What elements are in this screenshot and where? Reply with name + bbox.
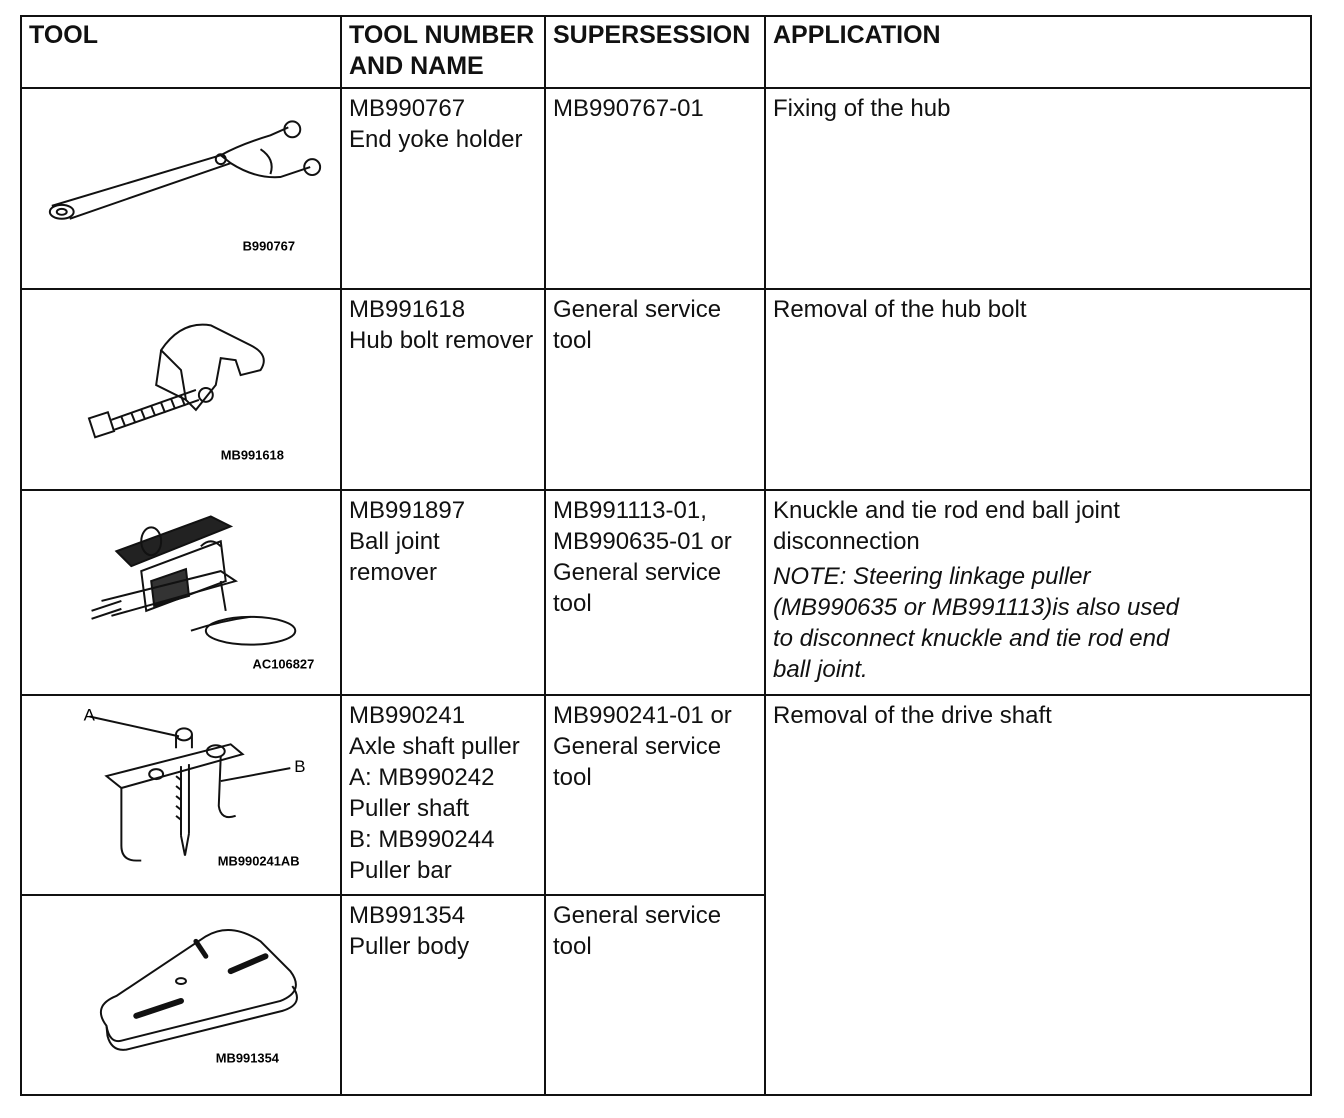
tool-name: End yoke holder (349, 126, 523, 153)
table-row (21, 490, 1311, 695)
supersession-cell (545, 490, 765, 695)
supersession-cell (545, 695, 765, 895)
tool-number-name (341, 895, 545, 1095)
hub-bolt-remover-illustration (22, 290, 340, 481)
application-text: Removal of the hub bolt (773, 296, 1027, 323)
tool-part-b-name: Puller bar (349, 857, 452, 884)
image-code: B990767 (242, 238, 296, 254)
tool-image-cell (21, 895, 341, 1095)
tool-number: MB990767 (349, 95, 466, 122)
table-row (21, 88, 1311, 289)
application-cell (765, 289, 1311, 490)
supersession-text: General service (553, 733, 722, 760)
application-note (773, 561, 1303, 685)
supersession-text: MB991113-01, (553, 497, 707, 524)
tool-name: Hub bolt remover (349, 327, 534, 354)
tool-part-b: B: MB990244 (349, 826, 495, 853)
tool-image-cell (21, 695, 341, 895)
note-line: (MB990635 or MB991113)is also used (773, 594, 1180, 621)
tool-name: Ball joint (349, 528, 440, 555)
tool-number-name (341, 88, 545, 289)
application-cell (765, 695, 1311, 1095)
tool-name: Puller body (349, 933, 470, 960)
application-text: disconnection (773, 528, 920, 555)
application-cell (765, 490, 1311, 695)
tool-image-cell (21, 490, 341, 695)
supersession-text: MB990767-01 (553, 95, 704, 122)
tool-number: MB991618 (349, 296, 466, 323)
image-code: MB991354 (215, 1050, 279, 1066)
supersession-text: MB990635-01 or (553, 528, 732, 555)
supersession-cell (545, 88, 765, 289)
tool-number: MB991897 (349, 497, 466, 524)
note-line: ball joint. (773, 656, 868, 683)
application-text: Knuckle and tie rod end ball joint (773, 497, 1120, 524)
tool-number: MB991354 (349, 902, 466, 929)
label-b: B (294, 757, 306, 777)
special-tools-table (20, 15, 1312, 1096)
supersession-text: MB990241-01 or (553, 702, 732, 729)
supersession-text: tool (553, 764, 592, 791)
tool-number-name (341, 490, 545, 695)
supersession-text: General service (553, 559, 722, 586)
tool-part-a-name: Puller shaft (349, 795, 470, 822)
header-number-name: TOOL NUMBER AND NAME (341, 16, 545, 88)
label-a: A (83, 705, 95, 725)
table-row (21, 695, 1311, 895)
header-tool: TOOL (21, 16, 341, 88)
tool-name: remover (349, 559, 438, 586)
application-text: Removal of the drive shaft (773, 702, 1052, 729)
header-row (21, 16, 1311, 88)
supersession-text: tool (553, 933, 592, 960)
note-line: NOTE: Steering linkage puller (773, 563, 1091, 590)
table-row (21, 289, 1311, 490)
image-code: MB991618 (220, 447, 284, 463)
tool-number-name (341, 695, 545, 895)
tool-part-a: A: MB990242 (349, 764, 495, 791)
tool-image-cell (21, 88, 341, 289)
supersession-text: tool (553, 327, 592, 354)
puller-body-illustration (22, 896, 340, 1086)
image-code: AC106827 (252, 656, 315, 672)
supersession-text: General service (553, 296, 722, 323)
tool-number-name (341, 289, 545, 490)
supersession-text: General service (553, 902, 722, 929)
supersession-cell (545, 895, 765, 1095)
tool-name: Axle shaft puller (349, 733, 520, 760)
header-application: APPLICATION (765, 16, 1311, 88)
application-cell (765, 88, 1311, 289)
image-code: MB990241AB (217, 853, 300, 869)
end-yoke-holder-illustration (22, 89, 340, 280)
tool-image-cell (21, 289, 341, 490)
application-text: Fixing of the hub (773, 95, 951, 122)
note-line: to disconnect knuckle and tie rod end (773, 625, 1170, 652)
tool-number: MB990241 (349, 702, 466, 729)
ball-joint-remover-illustration (22, 491, 340, 686)
header-supersession: SUPERSESSION (545, 16, 765, 88)
supersession-cell (545, 289, 765, 490)
supersession-text: tool (553, 590, 592, 617)
axle-shaft-puller-illustration (22, 696, 340, 886)
